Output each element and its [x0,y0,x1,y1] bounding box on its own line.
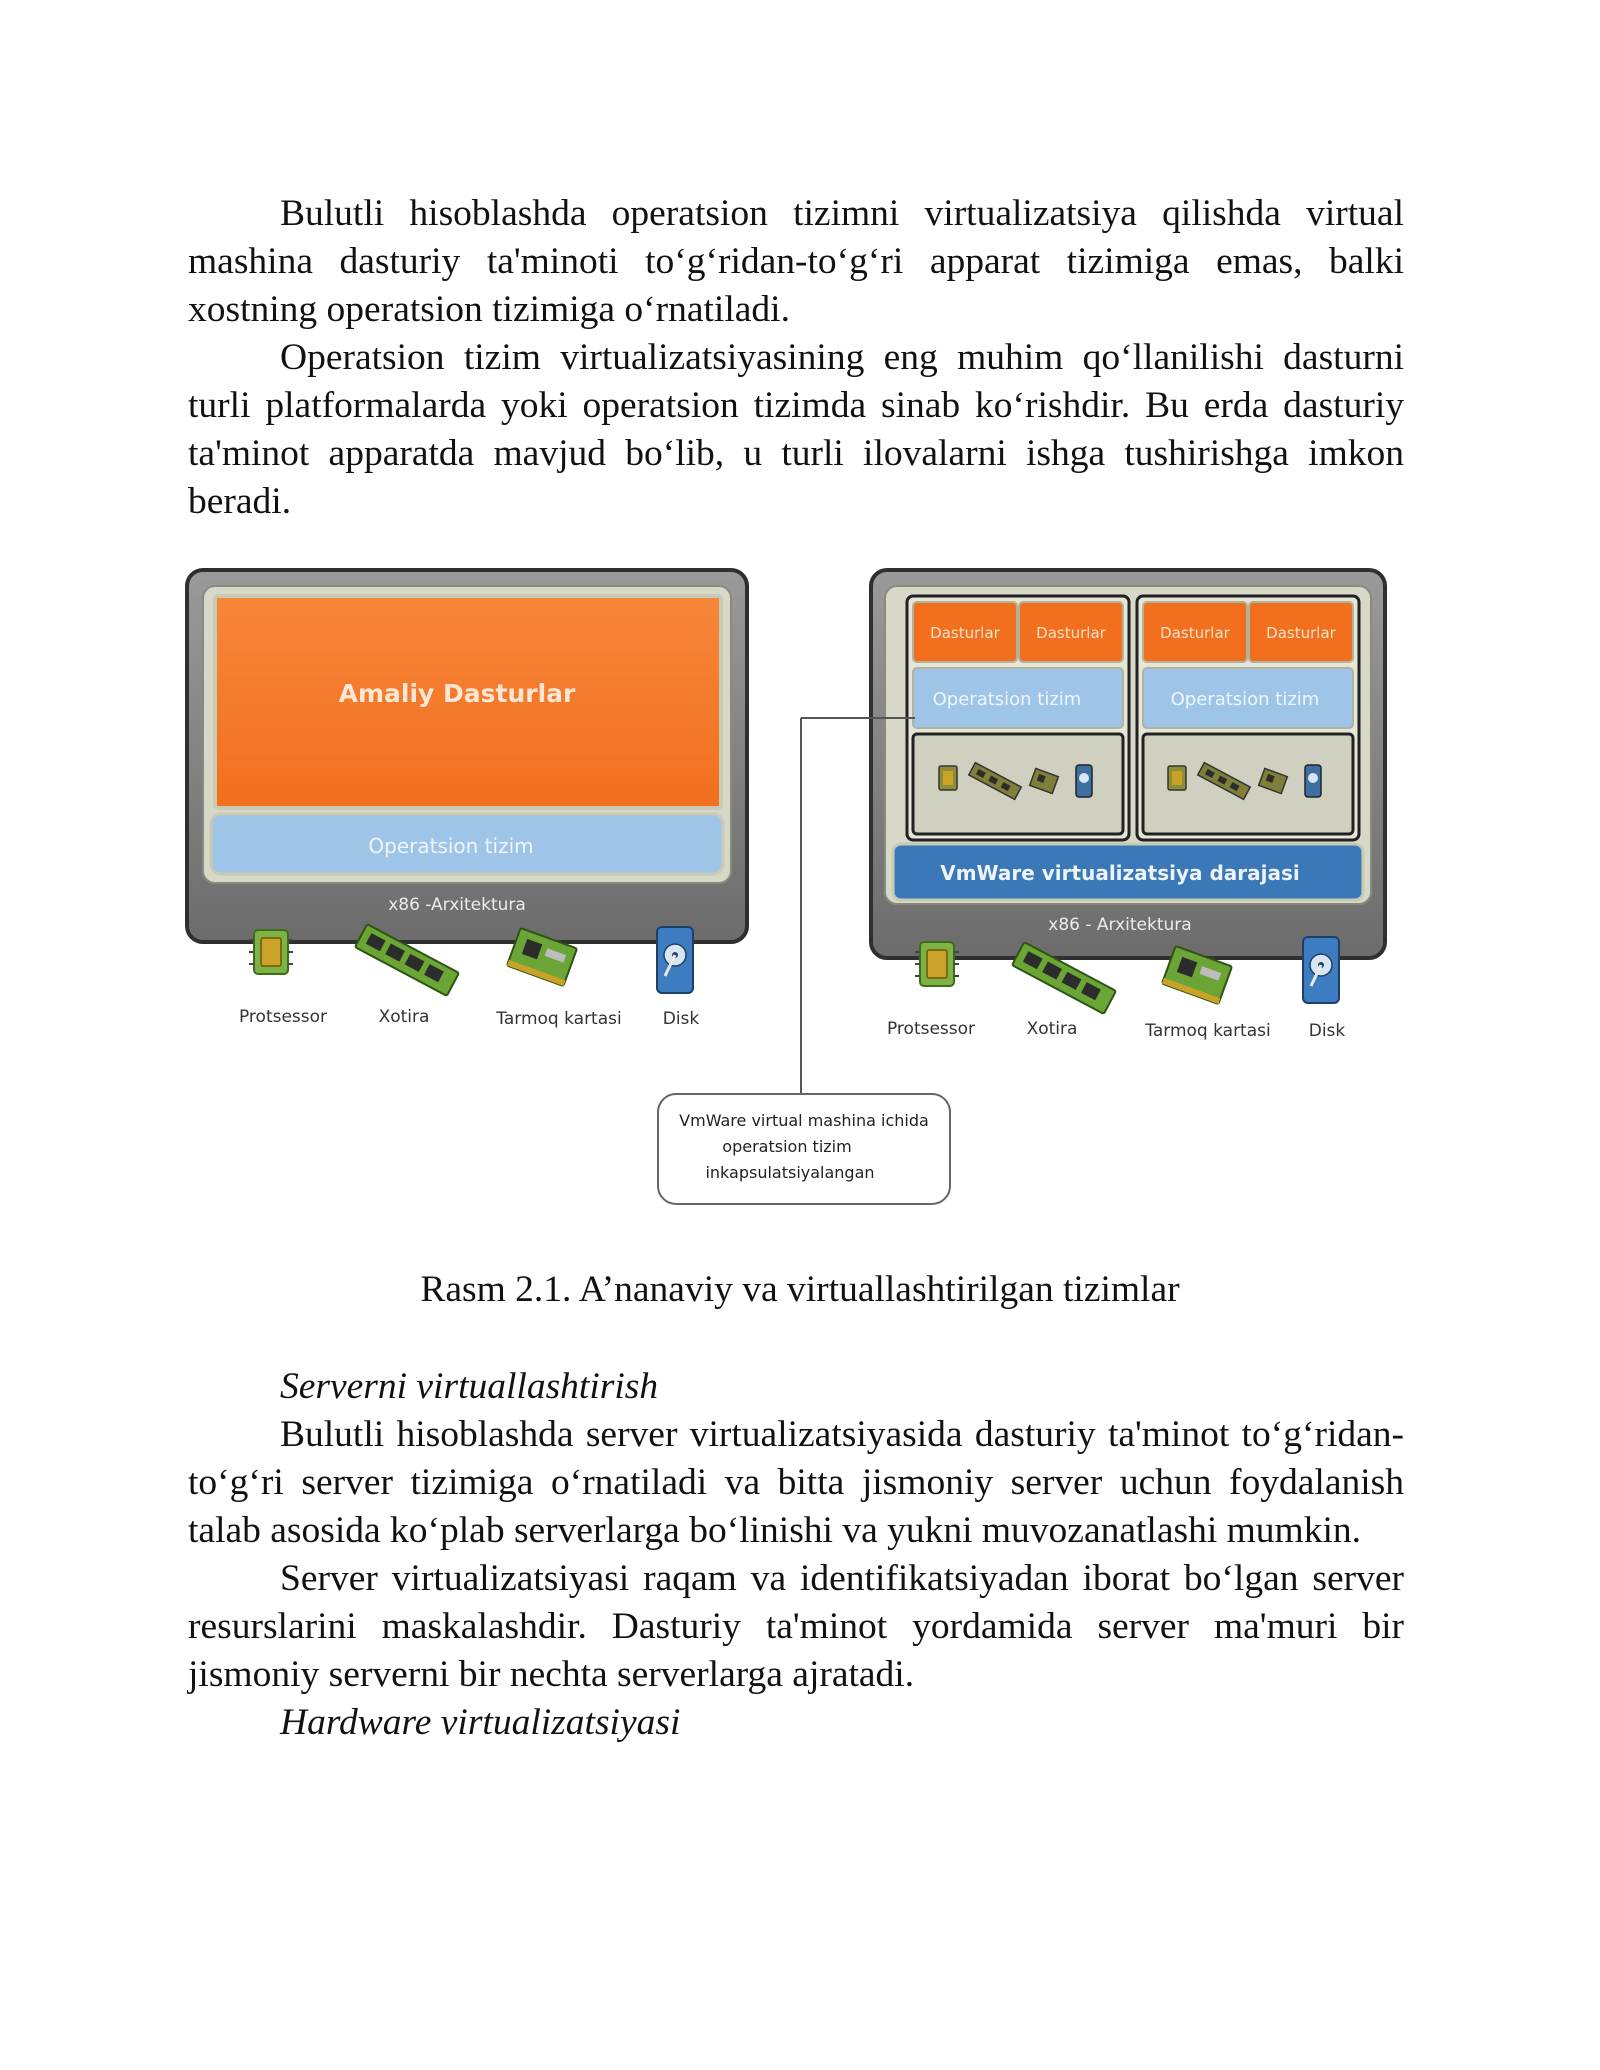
hard-disk-icon [657,927,693,993]
vmware-layer-label: VmWare virtualizatsiya darajasi [940,861,1300,885]
processor-chip-icon [939,766,957,790]
hw-label-network-card: Tarmoq kartasi [496,1009,622,1029]
hard-disk-icon [1076,765,1092,797]
app-label: Dasturlar [1266,624,1336,642]
architecture-label: x86 -Arxitektura [388,895,526,915]
hw-label-network-card: Tarmoq kartasi [1145,1021,1271,1041]
os-label: Operatsion tizim [1170,689,1320,710]
hard-disk-icon [1303,937,1339,1003]
processor-chip-icon [1168,766,1186,790]
applications-label: Amaliy Dasturlar [338,679,576,708]
hw-label-disk: Disk [662,1009,700,1029]
paragraph: Bulutli hisoblashda server virtualizatsiyasida dasturiy ta'minot to‘g‘ridan-to‘g‘ri server tizimiga o‘rnatiladi va bitta jismoniy server uchun foydalanish talab asosida ko‘plab serverlarga bo‘linishi va yukni muvozanatlashi mumkin. [188,1414,1404,1551]
hw-label-memory: Xotira [378,1007,430,1027]
app-label: Dasturlar [1036,624,1106,642]
intro-text [188,190,1404,526]
os-label: Operatsion tizim [932,689,1082,710]
hard-disk-icon [1305,765,1321,797]
architecture-label: x86 - Arxitektura [1048,915,1192,935]
section-heading: Serverni virtuallashtirish [280,1366,659,1407]
app-label: Dasturlar [1160,624,1230,642]
callout-line: inkapsulatsiyalangan [705,1163,875,1182]
hw-label-disk: Disk [1308,1021,1346,1041]
figure-caption: Rasm 2.1. A’nanaviy va virtuallashtirilgan tizimlar [420,1269,1180,1310]
app-label: Dasturlar [930,624,1000,642]
virtualized-system-diagram [871,570,1385,1041]
virtualization-figure [185,568,1405,1214]
processor-chip-icon [915,942,959,986]
os-label: Operatsion tizim [368,834,534,858]
hw-label-processor: Protsessor [886,1019,976,1039]
callout-line: VmWare virtual mashina ichida [679,1111,929,1130]
section-heading: Hardware virtualizatsiyasi [280,1702,681,1743]
callout-line: operatsion tizim [722,1137,852,1156]
server-virtualization-section [188,1363,1404,1747]
hw-label-processor: Protsessor [238,1007,328,1027]
processor-chip-icon [249,930,293,974]
paragraph: Bulutli hisoblashda operatsion tizimni virtualizatsiya qilishda virtual mashina dasturiy ta'minoti to‘g‘ridan-to‘g‘ri apparat tizimiga emas, balki xostning operatsion tizimiga o‘rnatiladi. [188,193,1404,330]
paragraph: Server virtualizatsiyasi raqam va identifikatsiyadan iborat bo‘lgan server resurslarini maskalashdir. Dasturiy ta'minot yordamida server ma'muri bir jismoniy serverni bir nechta serverlarga ajratadi. [188,1558,1404,1695]
paragraph: Operatsion tizim virtualizatsiyasining eng muhim qo‘llanilishi dasturni turli platformalarda yoki operatsion tizimda sinab ko‘rishdir. Bu erda dasturiy ta'minot apparatda mavjud bo‘lib, u turli ilovalarni ishga tushirishga imkon beradi. [188,337,1404,522]
hw-label-memory: Xotira [1026,1019,1078,1039]
traditional-system-diagram [187,570,747,1029]
